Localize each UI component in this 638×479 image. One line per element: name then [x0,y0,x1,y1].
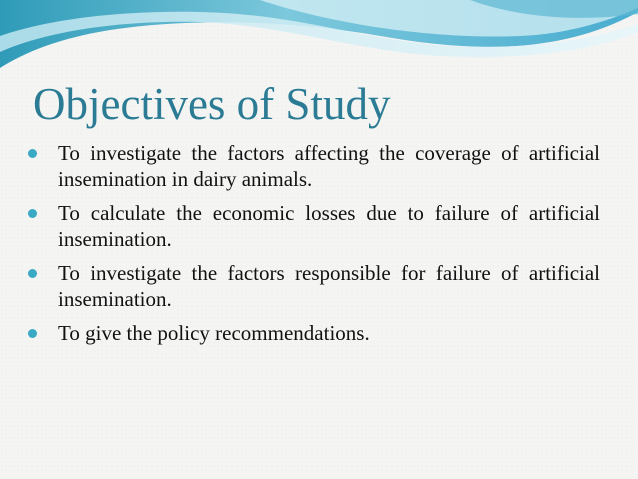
list-item [22,320,600,346]
bullet-text: To investigate the factors responsible for failure of artificial insemination. [58,261,600,311]
bullet-text: To give the policy recommendations. [58,321,370,345]
list-item [22,260,600,312]
slide-title: Objectives of Study [33,79,391,129]
objectives-list [22,140,600,354]
bullet-dot-icon [28,209,37,218]
bullet-text: To investigate the factors affecting the coverage of artificial insemination in dairy animals. [58,141,600,191]
bullet-dot-icon [28,329,37,338]
header-wave-decoration [0,0,638,85]
bullet-dot-icon [28,269,37,278]
list-item [22,200,600,252]
bullet-dot-icon [28,149,37,158]
bullet-text: To calculate the economic losses due to failure of artificial insemination. [58,201,600,251]
list-item [22,140,600,192]
